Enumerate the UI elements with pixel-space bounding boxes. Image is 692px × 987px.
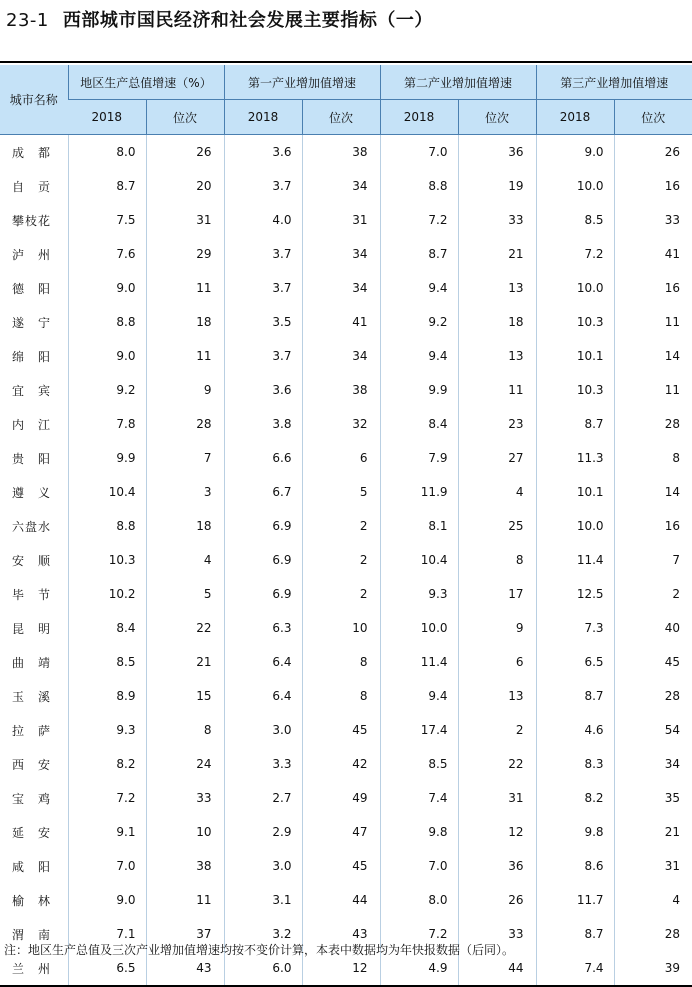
growth-value-cell: 10.2 bbox=[68, 577, 146, 611]
rank-cell: 11 bbox=[146, 271, 224, 305]
table-row bbox=[0, 509, 692, 543]
header-rank: 位次 bbox=[146, 100, 224, 135]
growth-value-cell: 7.4 bbox=[380, 781, 458, 815]
growth-value-cell: 3.6 bbox=[224, 373, 302, 407]
rank-cell: 38 bbox=[146, 849, 224, 883]
growth-value-cell: 3.7 bbox=[224, 271, 302, 305]
city-name-cell: 拉 萨 bbox=[12, 723, 52, 738]
growth-value-cell: 9.9 bbox=[380, 373, 458, 407]
table-row bbox=[0, 747, 692, 781]
growth-value-cell: 8.5 bbox=[380, 747, 458, 781]
rank-cell: 6 bbox=[458, 645, 536, 679]
growth-value-cell: 3.1 bbox=[224, 883, 302, 917]
header-year: 2018 bbox=[224, 100, 302, 135]
growth-value-cell: 7.2 bbox=[380, 917, 458, 951]
table-row bbox=[0, 713, 692, 747]
rank-cell: 25 bbox=[458, 509, 536, 543]
growth-value-cell: 8.0 bbox=[68, 135, 146, 170]
rank-cell: 54 bbox=[614, 713, 692, 747]
growth-value-cell: 2.9 bbox=[224, 815, 302, 849]
growth-value-cell: 6.9 bbox=[224, 577, 302, 611]
growth-value-cell: 8.3 bbox=[536, 747, 614, 781]
growth-value-cell: 7.0 bbox=[68, 849, 146, 883]
table-row bbox=[0, 441, 692, 475]
growth-value-cell: 6.4 bbox=[224, 679, 302, 713]
rank-cell: 27 bbox=[458, 441, 536, 475]
rank-cell: 7 bbox=[614, 543, 692, 577]
rank-cell: 16 bbox=[614, 509, 692, 543]
city-name-cell: 宝 鸡 bbox=[12, 791, 52, 806]
rank-cell: 8 bbox=[146, 713, 224, 747]
growth-value-cell: 9.8 bbox=[536, 815, 614, 849]
growth-value-cell: 17.4 bbox=[380, 713, 458, 747]
growth-value-cell: 9.8 bbox=[380, 815, 458, 849]
growth-value-cell: 11.3 bbox=[536, 441, 614, 475]
rank-cell: 2 bbox=[302, 577, 380, 611]
rank-cell: 5 bbox=[146, 577, 224, 611]
growth-value-cell: 7.1 bbox=[68, 917, 146, 951]
growth-value-cell: 8.2 bbox=[536, 781, 614, 815]
growth-value-cell: 10.0 bbox=[536, 509, 614, 543]
table-row bbox=[0, 237, 692, 271]
growth-value-cell: 2.7 bbox=[224, 781, 302, 815]
rank-cell: 28 bbox=[614, 407, 692, 441]
growth-value-cell: 8.8 bbox=[68, 305, 146, 339]
rank-cell: 18 bbox=[458, 305, 536, 339]
growth-value-cell: 3.7 bbox=[224, 237, 302, 271]
table-row bbox=[0, 611, 692, 645]
growth-value-cell: 7.0 bbox=[380, 849, 458, 883]
city-name-cell: 遵 义 bbox=[12, 485, 52, 500]
city-name-cell: 毕 节 bbox=[12, 587, 52, 602]
rank-cell: 31 bbox=[146, 203, 224, 237]
header-primary-growth: 第一产业增加值增速 bbox=[224, 65, 380, 100]
growth-value-cell: 10.4 bbox=[380, 543, 458, 577]
growth-value-cell: 3.7 bbox=[224, 339, 302, 373]
rank-cell: 12 bbox=[302, 951, 380, 986]
growth-value-cell: 8.5 bbox=[68, 645, 146, 679]
rank-cell: 36 bbox=[458, 849, 536, 883]
table-row bbox=[0, 543, 692, 577]
city-name-cell: 自 贡 bbox=[12, 179, 52, 194]
growth-value-cell: 4.9 bbox=[380, 951, 458, 986]
rank-cell: 28 bbox=[146, 407, 224, 441]
rank-cell: 40 bbox=[614, 611, 692, 645]
growth-value-cell: 6.5 bbox=[68, 951, 146, 986]
rank-cell: 44 bbox=[458, 951, 536, 986]
growth-value-cell: 9.0 bbox=[68, 271, 146, 305]
rank-cell: 9 bbox=[146, 373, 224, 407]
growth-value-cell: 8.7 bbox=[536, 407, 614, 441]
city-name-cell: 攀枝花 bbox=[12, 213, 52, 228]
rank-cell: 18 bbox=[146, 509, 224, 543]
rank-cell: 8 bbox=[614, 441, 692, 475]
growth-value-cell: 7.9 bbox=[380, 441, 458, 475]
growth-value-cell: 4.6 bbox=[536, 713, 614, 747]
rank-cell: 7 bbox=[146, 441, 224, 475]
rank-cell: 21 bbox=[614, 815, 692, 849]
growth-value-cell: 8.1 bbox=[380, 509, 458, 543]
rank-cell: 13 bbox=[458, 271, 536, 305]
city-name-cell: 内 江 bbox=[12, 417, 52, 432]
rank-cell: 11 bbox=[146, 339, 224, 373]
growth-value-cell: 7.5 bbox=[68, 203, 146, 237]
growth-value-cell: 3.6 bbox=[224, 135, 302, 170]
rank-cell: 13 bbox=[458, 339, 536, 373]
growth-value-cell: 9.0 bbox=[68, 339, 146, 373]
table-row bbox=[0, 305, 692, 339]
rank-cell: 43 bbox=[146, 951, 224, 986]
growth-value-cell: 8.2 bbox=[68, 747, 146, 781]
rank-cell: 33 bbox=[458, 917, 536, 951]
table-row bbox=[0, 339, 692, 373]
footnote: 注：地区生产总值及三次产业增加值增速均按不变价计算，本表中数据均为年快报数据（后同）。 bbox=[4, 943, 515, 957]
page-title bbox=[6, 6, 433, 32]
rank-cell: 34 bbox=[302, 237, 380, 271]
rank-cell: 11 bbox=[614, 373, 692, 407]
rank-cell: 26 bbox=[614, 135, 692, 170]
city-name-cell: 成 都 bbox=[12, 145, 52, 160]
growth-value-cell: 9.4 bbox=[380, 339, 458, 373]
rank-cell: 47 bbox=[302, 815, 380, 849]
city-name-cell: 泸 州 bbox=[12, 247, 52, 262]
rank-cell: 24 bbox=[146, 747, 224, 781]
rank-cell: 2 bbox=[458, 713, 536, 747]
growth-value-cell: 6.9 bbox=[224, 509, 302, 543]
growth-value-cell: 8.7 bbox=[380, 237, 458, 271]
rank-cell: 43 bbox=[302, 917, 380, 951]
rank-cell: 26 bbox=[146, 135, 224, 170]
growth-value-cell: 6.0 bbox=[224, 951, 302, 986]
growth-value-cell: 8.8 bbox=[380, 169, 458, 203]
growth-value-cell: 9.1 bbox=[68, 815, 146, 849]
rank-cell: 2 bbox=[302, 543, 380, 577]
growth-value-cell: 3.8 bbox=[224, 407, 302, 441]
rank-cell: 32 bbox=[302, 407, 380, 441]
rank-cell: 2 bbox=[614, 577, 692, 611]
rank-cell: 9 bbox=[458, 611, 536, 645]
rank-cell: 41 bbox=[614, 237, 692, 271]
table-row bbox=[0, 577, 692, 611]
table-row bbox=[0, 271, 692, 305]
growth-value-cell: 9.4 bbox=[380, 271, 458, 305]
city-name-cell: 渭 南 bbox=[12, 927, 52, 942]
table-row bbox=[0, 645, 692, 679]
rank-cell: 23 bbox=[458, 407, 536, 441]
city-name-cell: 玉 溪 bbox=[12, 689, 52, 704]
growth-value-cell: 9.2 bbox=[68, 373, 146, 407]
table-row bbox=[0, 781, 692, 815]
growth-value-cell: 6.6 bbox=[224, 441, 302, 475]
growth-value-cell: 9.0 bbox=[68, 883, 146, 917]
growth-value-cell: 8.5 bbox=[536, 203, 614, 237]
growth-value-cell: 3.0 bbox=[224, 713, 302, 747]
rank-cell: 21 bbox=[146, 645, 224, 679]
table-title: 西部城市国民经济和社会发展主要指标（一） bbox=[62, 10, 433, 31]
rank-cell: 14 bbox=[614, 475, 692, 509]
rank-cell: 3 bbox=[146, 475, 224, 509]
growth-value-cell: 7.6 bbox=[68, 237, 146, 271]
city-name-cell: 榆 林 bbox=[12, 893, 52, 908]
top-rule bbox=[0, 61, 692, 63]
growth-value-cell: 12.5 bbox=[536, 577, 614, 611]
rank-cell: 20 bbox=[146, 169, 224, 203]
header-year: 2018 bbox=[380, 100, 458, 135]
growth-value-cell: 4.0 bbox=[224, 203, 302, 237]
rank-cell: 38 bbox=[302, 135, 380, 170]
growth-value-cell: 10.3 bbox=[536, 305, 614, 339]
growth-value-cell: 7.2 bbox=[380, 203, 458, 237]
city-name-cell: 兰 州 bbox=[0, 951, 68, 986]
growth-value-cell: 9.3 bbox=[68, 713, 146, 747]
rank-cell: 16 bbox=[614, 271, 692, 305]
rank-cell: 45 bbox=[302, 713, 380, 747]
rank-cell: 14 bbox=[614, 339, 692, 373]
rank-cell: 6 bbox=[302, 441, 380, 475]
growth-value-cell: 9.9 bbox=[68, 441, 146, 475]
rank-cell: 22 bbox=[458, 747, 536, 781]
rank-cell: 42 bbox=[302, 747, 380, 781]
growth-value-cell: 7.2 bbox=[68, 781, 146, 815]
rank-cell: 22 bbox=[146, 611, 224, 645]
growth-value-cell: 7.0 bbox=[380, 135, 458, 170]
growth-value-cell: 9.2 bbox=[380, 305, 458, 339]
city-name-cell: 绵 阳 bbox=[12, 349, 52, 364]
table-body bbox=[0, 135, 692, 987]
rank-cell: 36 bbox=[458, 135, 536, 170]
growth-value-cell: 9.0 bbox=[536, 135, 614, 170]
rank-cell: 18 bbox=[146, 305, 224, 339]
city-name-cell: 六盘水 bbox=[12, 519, 52, 534]
growth-value-cell: 8.7 bbox=[68, 169, 146, 203]
rank-cell: 4 bbox=[458, 475, 536, 509]
growth-value-cell: 10.0 bbox=[536, 271, 614, 305]
table-row bbox=[0, 407, 692, 441]
city-name-cell: 宜 宾 bbox=[12, 383, 52, 398]
city-name-cell: 遂 宁 bbox=[12, 315, 52, 330]
header-year: 2018 bbox=[68, 100, 146, 135]
growth-value-cell: 10.4 bbox=[68, 475, 146, 509]
rank-cell: 11 bbox=[458, 373, 536, 407]
city-name-cell: 曲 靖 bbox=[12, 655, 52, 670]
rank-cell: 21 bbox=[458, 237, 536, 271]
rank-cell: 44 bbox=[302, 883, 380, 917]
growth-value-cell: 11.7 bbox=[536, 883, 614, 917]
growth-value-cell: 3.0 bbox=[224, 849, 302, 883]
rank-cell: 35 bbox=[614, 781, 692, 815]
rank-cell: 8 bbox=[302, 679, 380, 713]
table-row bbox=[0, 135, 692, 170]
table-row bbox=[0, 373, 692, 407]
city-name-cell: 西 安 bbox=[12, 757, 52, 772]
header-gdp-growth: 地区生产总值增速（%） bbox=[68, 65, 224, 100]
growth-value-cell: 10.3 bbox=[536, 373, 614, 407]
rank-cell: 31 bbox=[614, 849, 692, 883]
table-row bbox=[0, 475, 692, 509]
growth-value-cell: 9.4 bbox=[380, 679, 458, 713]
rank-cell: 8 bbox=[458, 543, 536, 577]
rank-cell: 34 bbox=[302, 271, 380, 305]
growth-value-cell: 6.4 bbox=[224, 645, 302, 679]
rank-cell: 28 bbox=[614, 917, 692, 951]
rank-cell: 28 bbox=[614, 679, 692, 713]
growth-value-cell: 7.3 bbox=[536, 611, 614, 645]
city-name-cell: 贵 阳 bbox=[12, 451, 52, 466]
growth-value-cell: 11.9 bbox=[380, 475, 458, 509]
city-name-cell: 安 顺 bbox=[12, 553, 52, 568]
growth-value-cell: 11.4 bbox=[380, 645, 458, 679]
growth-value-cell: 8.6 bbox=[536, 849, 614, 883]
rank-cell: 33 bbox=[146, 781, 224, 815]
growth-value-cell: 7.8 bbox=[68, 407, 146, 441]
rank-cell: 10 bbox=[146, 815, 224, 849]
growth-value-cell: 8.4 bbox=[68, 611, 146, 645]
growth-value-cell: 10.3 bbox=[68, 543, 146, 577]
growth-value-cell: 8.0 bbox=[380, 883, 458, 917]
growth-value-cell: 8.8 bbox=[68, 509, 146, 543]
table-row bbox=[0, 203, 692, 237]
header-tertiary-growth: 第三产业增加值增速 bbox=[536, 65, 692, 100]
rank-cell: 11 bbox=[146, 883, 224, 917]
rank-cell: 26 bbox=[458, 883, 536, 917]
rank-cell: 33 bbox=[458, 203, 536, 237]
rank-cell: 34 bbox=[302, 169, 380, 203]
city-name-cell: 昆 明 bbox=[12, 621, 52, 636]
header-rank: 位次 bbox=[614, 100, 692, 135]
rank-cell: 34 bbox=[614, 747, 692, 781]
growth-value-cell: 6.7 bbox=[224, 475, 302, 509]
rank-cell: 8 bbox=[302, 645, 380, 679]
rank-cell: 31 bbox=[458, 781, 536, 815]
indicator-table bbox=[0, 65, 692, 987]
rank-cell: 4 bbox=[614, 883, 692, 917]
rank-cell: 45 bbox=[614, 645, 692, 679]
rank-cell: 2 bbox=[302, 509, 380, 543]
rank-cell: 17 bbox=[458, 577, 536, 611]
rank-cell: 49 bbox=[302, 781, 380, 815]
rank-cell: 34 bbox=[302, 339, 380, 373]
header-rank: 位次 bbox=[302, 100, 380, 135]
rank-cell: 19 bbox=[458, 169, 536, 203]
rank-cell: 13 bbox=[458, 679, 536, 713]
growth-value-cell: 6.5 bbox=[536, 645, 614, 679]
table-row bbox=[0, 849, 692, 883]
growth-value-cell: 8.7 bbox=[536, 917, 614, 951]
table-header bbox=[0, 65, 692, 135]
table-row bbox=[0, 679, 692, 713]
rank-cell: 31 bbox=[302, 203, 380, 237]
growth-value-cell: 3.2 bbox=[224, 917, 302, 951]
rank-cell: 12 bbox=[458, 815, 536, 849]
city-name-cell: 咸 阳 bbox=[12, 859, 52, 874]
rank-cell: 37 bbox=[146, 917, 224, 951]
rank-cell: 41 bbox=[302, 305, 380, 339]
rank-cell: 33 bbox=[614, 203, 692, 237]
growth-value-cell: 10.1 bbox=[536, 475, 614, 509]
growth-value-cell: 6.3 bbox=[224, 611, 302, 645]
rank-cell: 11 bbox=[614, 305, 692, 339]
rank-cell: 45 bbox=[302, 849, 380, 883]
growth-value-cell: 3.7 bbox=[224, 169, 302, 203]
growth-value-cell: 8.4 bbox=[380, 407, 458, 441]
rank-cell: 15 bbox=[146, 679, 224, 713]
rank-cell: 39 bbox=[614, 951, 692, 986]
growth-value-cell: 6.9 bbox=[224, 543, 302, 577]
rank-cell: 38 bbox=[302, 373, 380, 407]
growth-value-cell: 7.2 bbox=[536, 237, 614, 271]
city-name-cell: 德 阳 bbox=[12, 281, 52, 296]
header-secondary-growth: 第二产业增加值增速 bbox=[380, 65, 536, 100]
growth-value-cell: 11.4 bbox=[536, 543, 614, 577]
rank-cell: 10 bbox=[302, 611, 380, 645]
growth-value-cell: 10.0 bbox=[380, 611, 458, 645]
city-name-cell: 延 安 bbox=[12, 825, 52, 840]
table-number: 23-1 bbox=[6, 10, 49, 31]
growth-value-cell: 10.1 bbox=[536, 339, 614, 373]
growth-value-cell: 7.4 bbox=[536, 951, 614, 986]
growth-value-cell: 3.3 bbox=[224, 747, 302, 781]
rank-cell: 16 bbox=[614, 169, 692, 203]
growth-value-cell: 3.5 bbox=[224, 305, 302, 339]
table-row bbox=[0, 815, 692, 849]
rank-cell: 29 bbox=[146, 237, 224, 271]
growth-value-cell: 8.7 bbox=[536, 679, 614, 713]
header-rank: 位次 bbox=[458, 100, 536, 135]
header-city: 城市名称 bbox=[0, 65, 68, 135]
header-year: 2018 bbox=[536, 100, 614, 135]
table-row bbox=[0, 169, 692, 203]
growth-value-cell: 9.3 bbox=[380, 577, 458, 611]
rank-cell: 4 bbox=[146, 543, 224, 577]
rank-cell: 5 bbox=[302, 475, 380, 509]
growth-value-cell: 8.9 bbox=[68, 679, 146, 713]
table-row bbox=[0, 883, 692, 917]
growth-value-cell: 10.0 bbox=[536, 169, 614, 203]
